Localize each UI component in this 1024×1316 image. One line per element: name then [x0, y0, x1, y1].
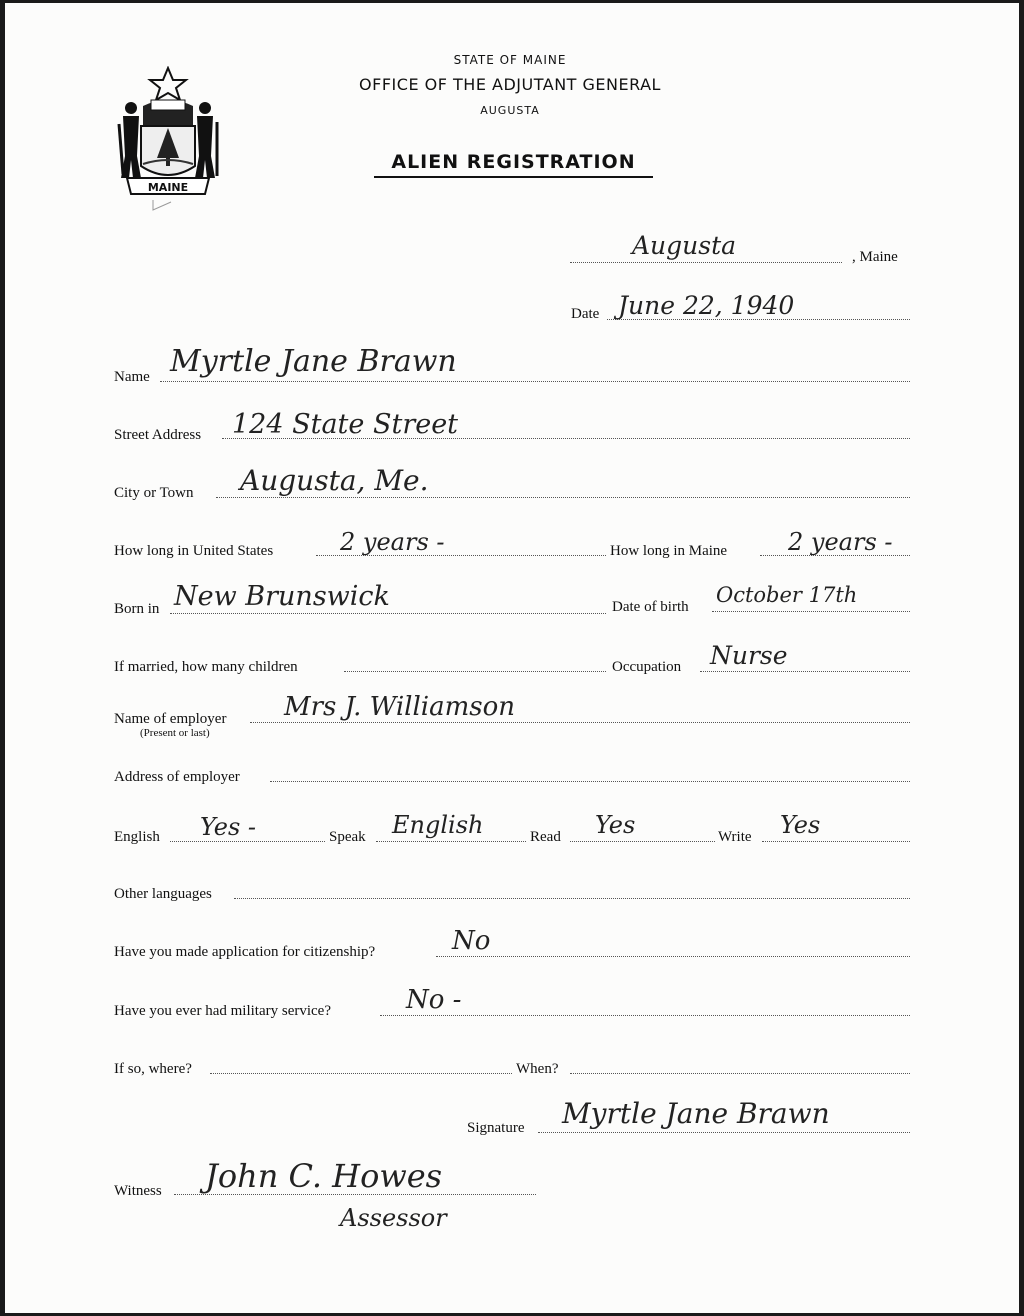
- place-line: [570, 262, 842, 263]
- signature-label: Signature: [467, 1120, 525, 1136]
- speak-value: English: [392, 811, 484, 839]
- write-label: Write: [718, 829, 752, 845]
- where-label: If so, where?: [114, 1061, 192, 1077]
- name-label: Name: [114, 369, 150, 385]
- maine-state-seal-icon: [113, 66, 223, 216]
- born-in-label: Born in: [114, 601, 160, 617]
- employer-label: Name of employer: [114, 711, 227, 727]
- form-title: ALIEN REGISTRATION: [374, 151, 653, 178]
- english-label: English: [114, 829, 160, 845]
- write-line: [762, 841, 910, 842]
- occupation-label: Occupation: [612, 659, 682, 675]
- header-state: STATE OF MAINE: [453, 53, 567, 67]
- date-value: June 22, 1940: [618, 291, 795, 320]
- write-value: Yes: [780, 811, 821, 839]
- occupation-line: [700, 671, 910, 672]
- years-us-value: 2 years -: [340, 528, 445, 556]
- employer-address-line: [270, 781, 910, 782]
- read-line: [570, 841, 715, 842]
- speak-label: Speak: [329, 829, 366, 845]
- name-line: [160, 381, 910, 382]
- english-line: [170, 841, 325, 842]
- city-line: [216, 497, 910, 498]
- employer-sublabel: (Present or last): [140, 727, 210, 739]
- dob-line: [712, 611, 910, 612]
- dob-value: October 17th: [716, 583, 858, 607]
- header-office: OFFICE OF THE ADJUTANT GENERAL: [359, 75, 661, 94]
- street-value: 124 State Street: [232, 409, 459, 440]
- citizenship-label: Have you made application for citizenship?: [114, 944, 376, 960]
- place-suffix: , Maine: [852, 249, 898, 265]
- citizenship-value: No: [452, 926, 491, 956]
- read-value: Yes: [595, 811, 636, 839]
- born-in-line: [170, 613, 606, 614]
- employer-address-label: Address of employer: [114, 769, 240, 785]
- city-value: Augusta, Me.: [240, 464, 429, 497]
- witness-title: Assessor: [340, 1204, 447, 1232]
- employer-value: Mrs J. Williamson: [284, 692, 516, 722]
- name-value: Myrtle Jane Brawn: [170, 344, 457, 379]
- witness-label: Witness: [114, 1183, 162, 1199]
- other-languages-label: Other languages: [114, 886, 212, 902]
- read-label: Read: [530, 829, 561, 845]
- english-value: Yes -: [200, 813, 257, 841]
- witness-signature: John C. Howes: [205, 1157, 443, 1195]
- citizenship-line: [436, 956, 910, 957]
- street-label: Street Address: [114, 427, 202, 443]
- children-label: If married, how many children: [114, 659, 298, 675]
- children-line: [344, 671, 606, 672]
- years-us-label: How long in United States: [114, 543, 274, 559]
- employer-line: [250, 722, 910, 723]
- signature-line: [538, 1132, 910, 1133]
- when-line: [570, 1073, 910, 1074]
- born-in-value: New Brunswick: [174, 581, 390, 612]
- header-city: AUGUSTA: [480, 104, 540, 117]
- svg-text:MAINE: MAINE: [147, 181, 189, 194]
- occupation-value: Nurse: [710, 641, 788, 670]
- years-maine-label: How long in Maine: [610, 543, 728, 559]
- speak-line: [376, 841, 526, 842]
- date-label: Date: [571, 306, 600, 322]
- city-label: City or Town: [114, 485, 194, 501]
- dob-label: Date of birth: [612, 599, 689, 615]
- place-value: Augusta: [632, 231, 737, 260]
- years-maine-value: 2 years -: [788, 528, 893, 556]
- military-line: [380, 1015, 910, 1016]
- when-label: When?: [516, 1061, 559, 1077]
- military-label: Have you ever had military service?: [114, 1003, 331, 1019]
- where-line: [210, 1073, 512, 1074]
- military-value: No -: [406, 985, 462, 1015]
- other-languages-line: [234, 898, 910, 899]
- signature-value: Myrtle Jane Brawn: [562, 1097, 830, 1130]
